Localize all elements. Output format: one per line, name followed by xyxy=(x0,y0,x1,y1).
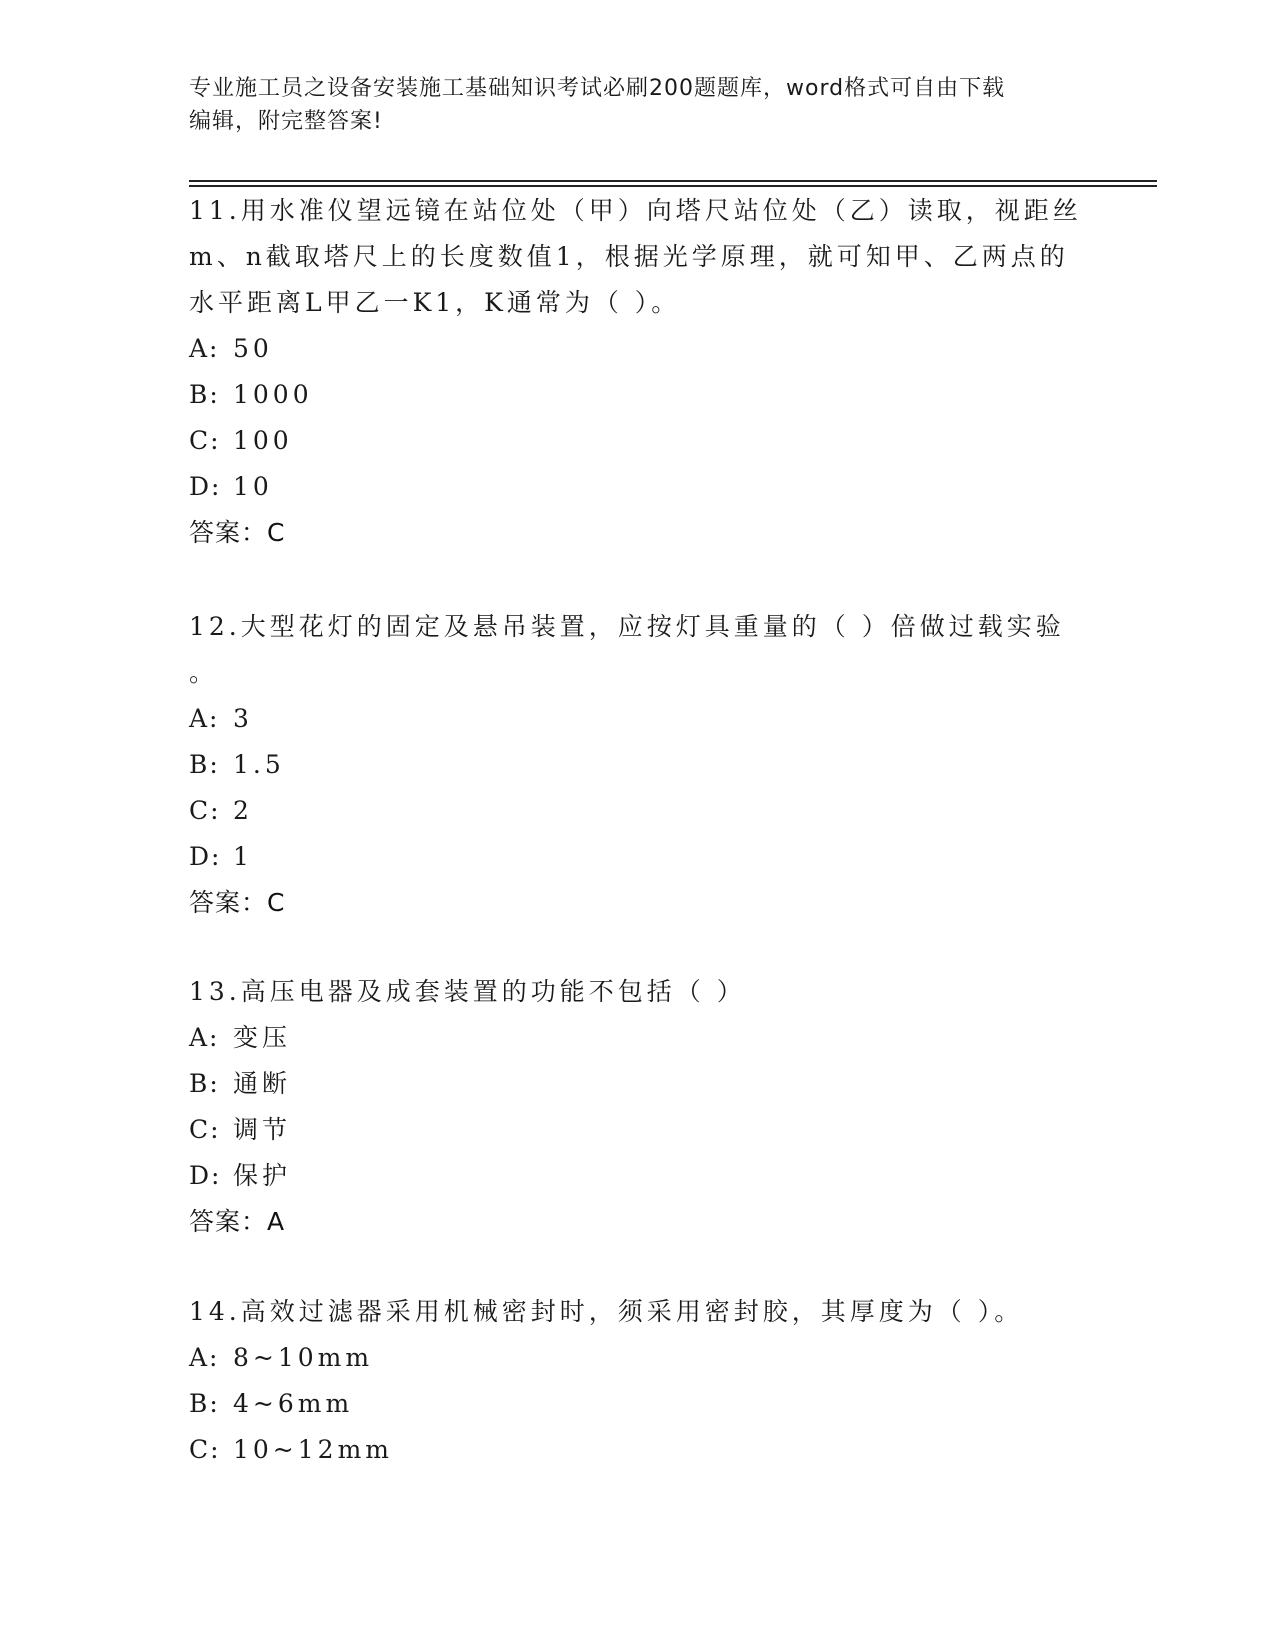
question-12 xyxy=(189,604,1089,926)
option-a xyxy=(189,1015,1089,1061)
option-b xyxy=(189,742,1089,788)
option-text: 调节 xyxy=(233,1115,292,1144)
option-key: A: xyxy=(189,1023,220,1052)
option-a xyxy=(189,1335,1089,1381)
option-key: B: xyxy=(189,1069,220,1098)
option-b xyxy=(189,372,1089,418)
option-key: A: xyxy=(189,1343,220,1372)
option-text: 4~6mm xyxy=(233,1389,354,1418)
option-key: B: xyxy=(189,380,220,409)
option-a xyxy=(189,696,1089,742)
header-divider-top xyxy=(189,180,1157,182)
header-line-2: 编辑，附完整答案! xyxy=(189,109,383,134)
question-11 xyxy=(189,188,1089,556)
question-stem-line: 14.高效过滤器采用机械密封时，须采用密封胶，其厚度为（ ）。 xyxy=(189,1297,1024,1326)
option-text: 变压 xyxy=(233,1023,292,1052)
option-key: D: xyxy=(189,472,222,501)
option-text: 10 xyxy=(233,472,273,501)
option-text: 1 xyxy=(233,842,253,871)
question-stem-line: 。 xyxy=(189,658,219,687)
option-a xyxy=(189,326,1089,372)
option-c xyxy=(189,1427,1089,1473)
answer-line: 答案：A xyxy=(189,1207,286,1236)
question-stem-line: 13.高压电器及成套装置的功能不包括（ ） xyxy=(189,977,746,1006)
option-d xyxy=(189,1153,1089,1199)
question-stem-line: 水平距离L甲乙一K1，K通常为（ ）。 xyxy=(189,288,681,317)
option-key: A: xyxy=(189,704,220,733)
option-text: 2 xyxy=(233,796,253,825)
header-divider-bottom xyxy=(189,185,1157,187)
header-line-1: 专业施工员之设备安装施工基础知识考试必刷200题题库，word格式可自由下载 xyxy=(189,76,1006,101)
option-key: B: xyxy=(189,1389,220,1418)
option-key: C: xyxy=(189,1435,221,1464)
option-key: D: xyxy=(189,842,222,871)
option-c xyxy=(189,418,1089,464)
question-13 xyxy=(189,969,1089,1245)
question-stem-line: 11.用水准仪望远镜在站位处（甲）向塔尺站位处（乙）读取，视距丝 xyxy=(189,196,1082,225)
option-text: 1000 xyxy=(233,380,313,409)
option-c xyxy=(189,1107,1089,1153)
option-d xyxy=(189,464,1089,510)
option-key: B: xyxy=(189,750,220,779)
option-key: A: xyxy=(189,334,220,363)
option-c xyxy=(189,788,1089,834)
option-key: C: xyxy=(189,426,221,455)
option-text: 50 xyxy=(233,334,273,363)
option-text: 10~12mm xyxy=(233,1435,393,1464)
option-text: 保护 xyxy=(233,1161,292,1190)
question-14 xyxy=(189,1289,1089,1473)
option-key: C: xyxy=(189,796,221,825)
option-text: 3 xyxy=(233,704,253,733)
option-text: 8~10mm xyxy=(233,1343,374,1372)
answer-line: 答案：C xyxy=(189,518,286,547)
option-d xyxy=(189,834,1089,880)
question-stem-line: m、n截取塔尺上的长度数值1，根据光学原理，就可知甲、乙两点的 xyxy=(189,242,1069,271)
document-header xyxy=(189,72,1089,138)
option-text: 1.5 xyxy=(233,750,285,779)
option-key: C: xyxy=(189,1115,221,1144)
option-b xyxy=(189,1061,1089,1107)
question-stem-line: 12.大型花灯的固定及悬吊装置，应按灯具重量的（ ）倍做过载实验 xyxy=(189,612,1065,641)
answer-line: 答案：C xyxy=(189,888,286,917)
option-text: 100 xyxy=(233,426,293,455)
option-key: D: xyxy=(189,1161,222,1190)
option-text: 通断 xyxy=(233,1069,292,1098)
option-b xyxy=(189,1381,1089,1427)
